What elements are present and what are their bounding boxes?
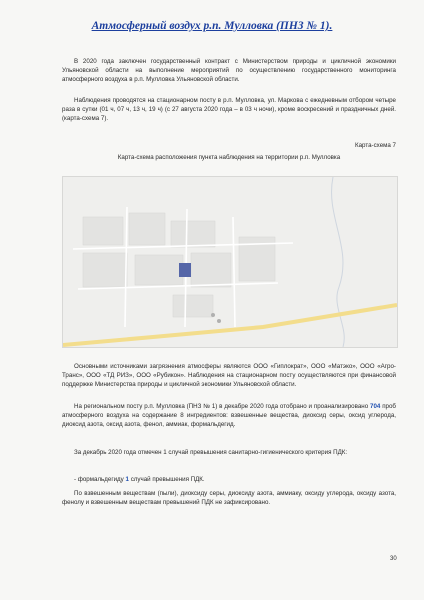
- page-title: Атмосферный воздух р.п. Мулловка (ПНЗ № 1).: [91, 20, 333, 32]
- formaldehyde-label: - формальдегиду: [74, 476, 124, 483]
- samples-count: 704: [370, 403, 381, 410]
- intro-paragraph-observations: Наблюдения проводятся на стационарном посту в р.п. Мулловка, ул. Маркова с ежедневным отбором четыре раза в сутки (01 ч, 07 ч, 13 ч, 19 ч) (с 27 августа 2020 года – в 03 ч ночи), кроме воскресений и праздничных дней. (карта-схема 7).: [62, 97, 396, 123]
- exceedance-paragraph: За декабрь 2020 года отмечен 1 случай превышения санитарно-гигиенического критерия ПДК:: [74, 449, 348, 456]
- formaldehyde-text: случай превышения ПДК.: [130, 476, 205, 483]
- page-number: 30: [390, 556, 397, 562]
- no-exceedance-paragraph: По взвешенным веществам (пыли), диоксиду серы, диоксиду азота, аммиаку, оксиду углерода, оксиду азота, фенолу и взвешенным веществам превышений ПДК не зафиксировано.: [62, 490, 396, 507]
- map-pin-icon: [211, 313, 215, 317]
- location-map: [62, 176, 398, 348]
- samples-text-start: На региональном посту р.п. Мулловка (ПНЗ № 1) в декабре 2020 года отобрано и проанализировано: [74, 403, 369, 410]
- map-drawing: [63, 177, 397, 347]
- map-pin-icon: [217, 319, 221, 323]
- map-label: Карта-схема 7: [354, 142, 396, 149]
- formaldehyde-line: [62, 475, 396, 484]
- monitoring-post-marker: [179, 263, 191, 277]
- sources-paragraph: Основными источниками загрязнения атмосферы являются ООО «Гиплократ», ООО «Матэко», ООО «Агро-Транс», ООО «ТД РИЗ», ООО «Рубикон». Наблюдения на стационарном посту осуществляются при финансовой поддержке Министерства природы и цикличной экономики Ульяновской области.: [62, 363, 396, 389]
- map-caption: Карта-схема расположения пункта наблюдения на территории р.п. Мулловка: [117, 154, 341, 161]
- samples-paragraph: [62, 402, 396, 430]
- samples-text-end: проб атмосферного воздуха на содержание 8 ингредиентов: взвешенные вещества, диоксид серы, оксид углерода, диоксид азота, оксид азота, фенол, аммиак, формальдегид.: [62, 403, 396, 429]
- formaldehyde-count: 1: [125, 476, 129, 483]
- intro-paragraph-contract: В 2020 года заключен государственный контракт с Министерством природы и цикличной экономики Ульяновской области на выполнение мероприятий по осуществлению государственного мониторинга атмосферного воздуха в р.п. Мулловка Ульяновской области.: [62, 58, 396, 84]
